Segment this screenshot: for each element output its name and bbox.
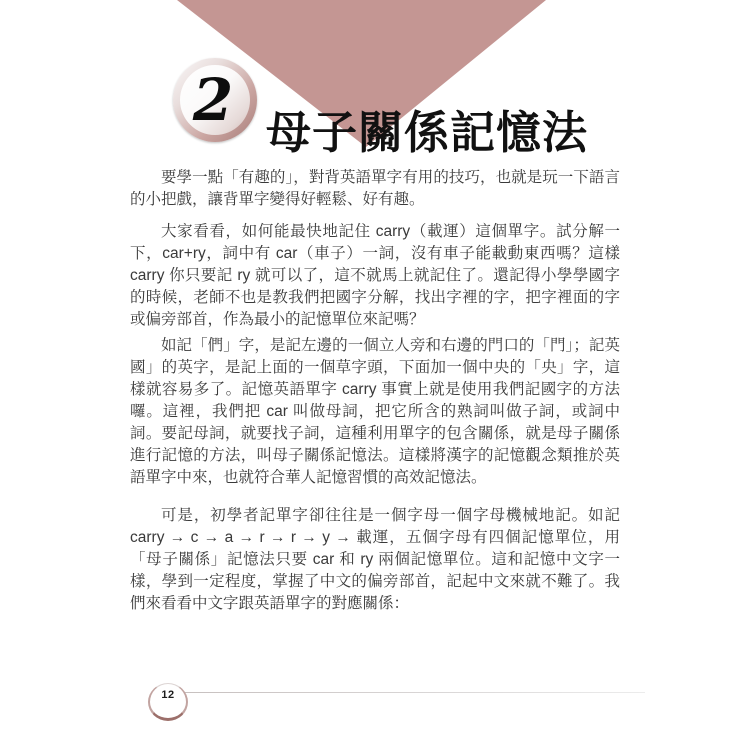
paragraph-4: 可是，初學者記單字卻往往是一個字母一個字母機械地記。如記 carry → c → a → r → r → y → 載運，五個字母有四個記憶單位，用「母子關係」記憶法只要 car 和 ry 兩個記憶單位。這和記憶中文字一樣，學到一定程度，掌握了中文的偏旁部首，記起中文來就不難了。我們來看看中文字跟英語單字的對應關係： [130, 507, 620, 612]
page-number-badge [148, 683, 188, 721]
paragraph-2: 大家看看，如何能最快地記住 carry（載運）這個單字。試分解一下，car+ry，詞中有 car（車子）一詞，沒有車子能載動東西嗎？這樣 carry 你只要記 ry 就可以了，這不就馬上就記住了。還記得小學學國字的時候，老師不也是教我們把國字分解，找出字裡的字，把字裡面的字或偏旁部首，作為最小的記憶單位來記嗎？ [130, 223, 620, 328]
body-text [130, 167, 620, 615]
footer-rule [168, 692, 645, 693]
chapter-title: 母子關係記憶法 [266, 107, 589, 159]
chapter-number-badge-inner [180, 65, 250, 135]
page-number: 12 [161, 689, 175, 701]
chapter-number: 2 [192, 66, 234, 134]
paragraph-3: 如記「們」字，是記左邊的一個立人旁和右邊的門口的「門」；記英國」的英字，是記上面的一個草字頭，下面加一個中央的「央」字，這樣就容易多了。記憶英語單字 carry 事實上就是使用我們記國字的方法囉。這裡，我們把 car 叫做母詞，把它所含的熟詞叫做子詞，或詞中詞。要記母詞，就要找子詞，這種利用單字的包含關係，就是母子關係進行記憶的方法，叫母子關係記憶法。這樣將漢字的記憶觀念類推於英語單字中來，也就符合華人記憶習慣的高效記憶法。 [130, 337, 620, 486]
paragraph-1: 要學一點「有趣的」，對背英語單字有用的技巧，也就是玩一下語言的小把戲，讓背單字變得好輕鬆、好有趣。 [130, 169, 620, 208]
chapter-number-badge [173, 58, 257, 142]
